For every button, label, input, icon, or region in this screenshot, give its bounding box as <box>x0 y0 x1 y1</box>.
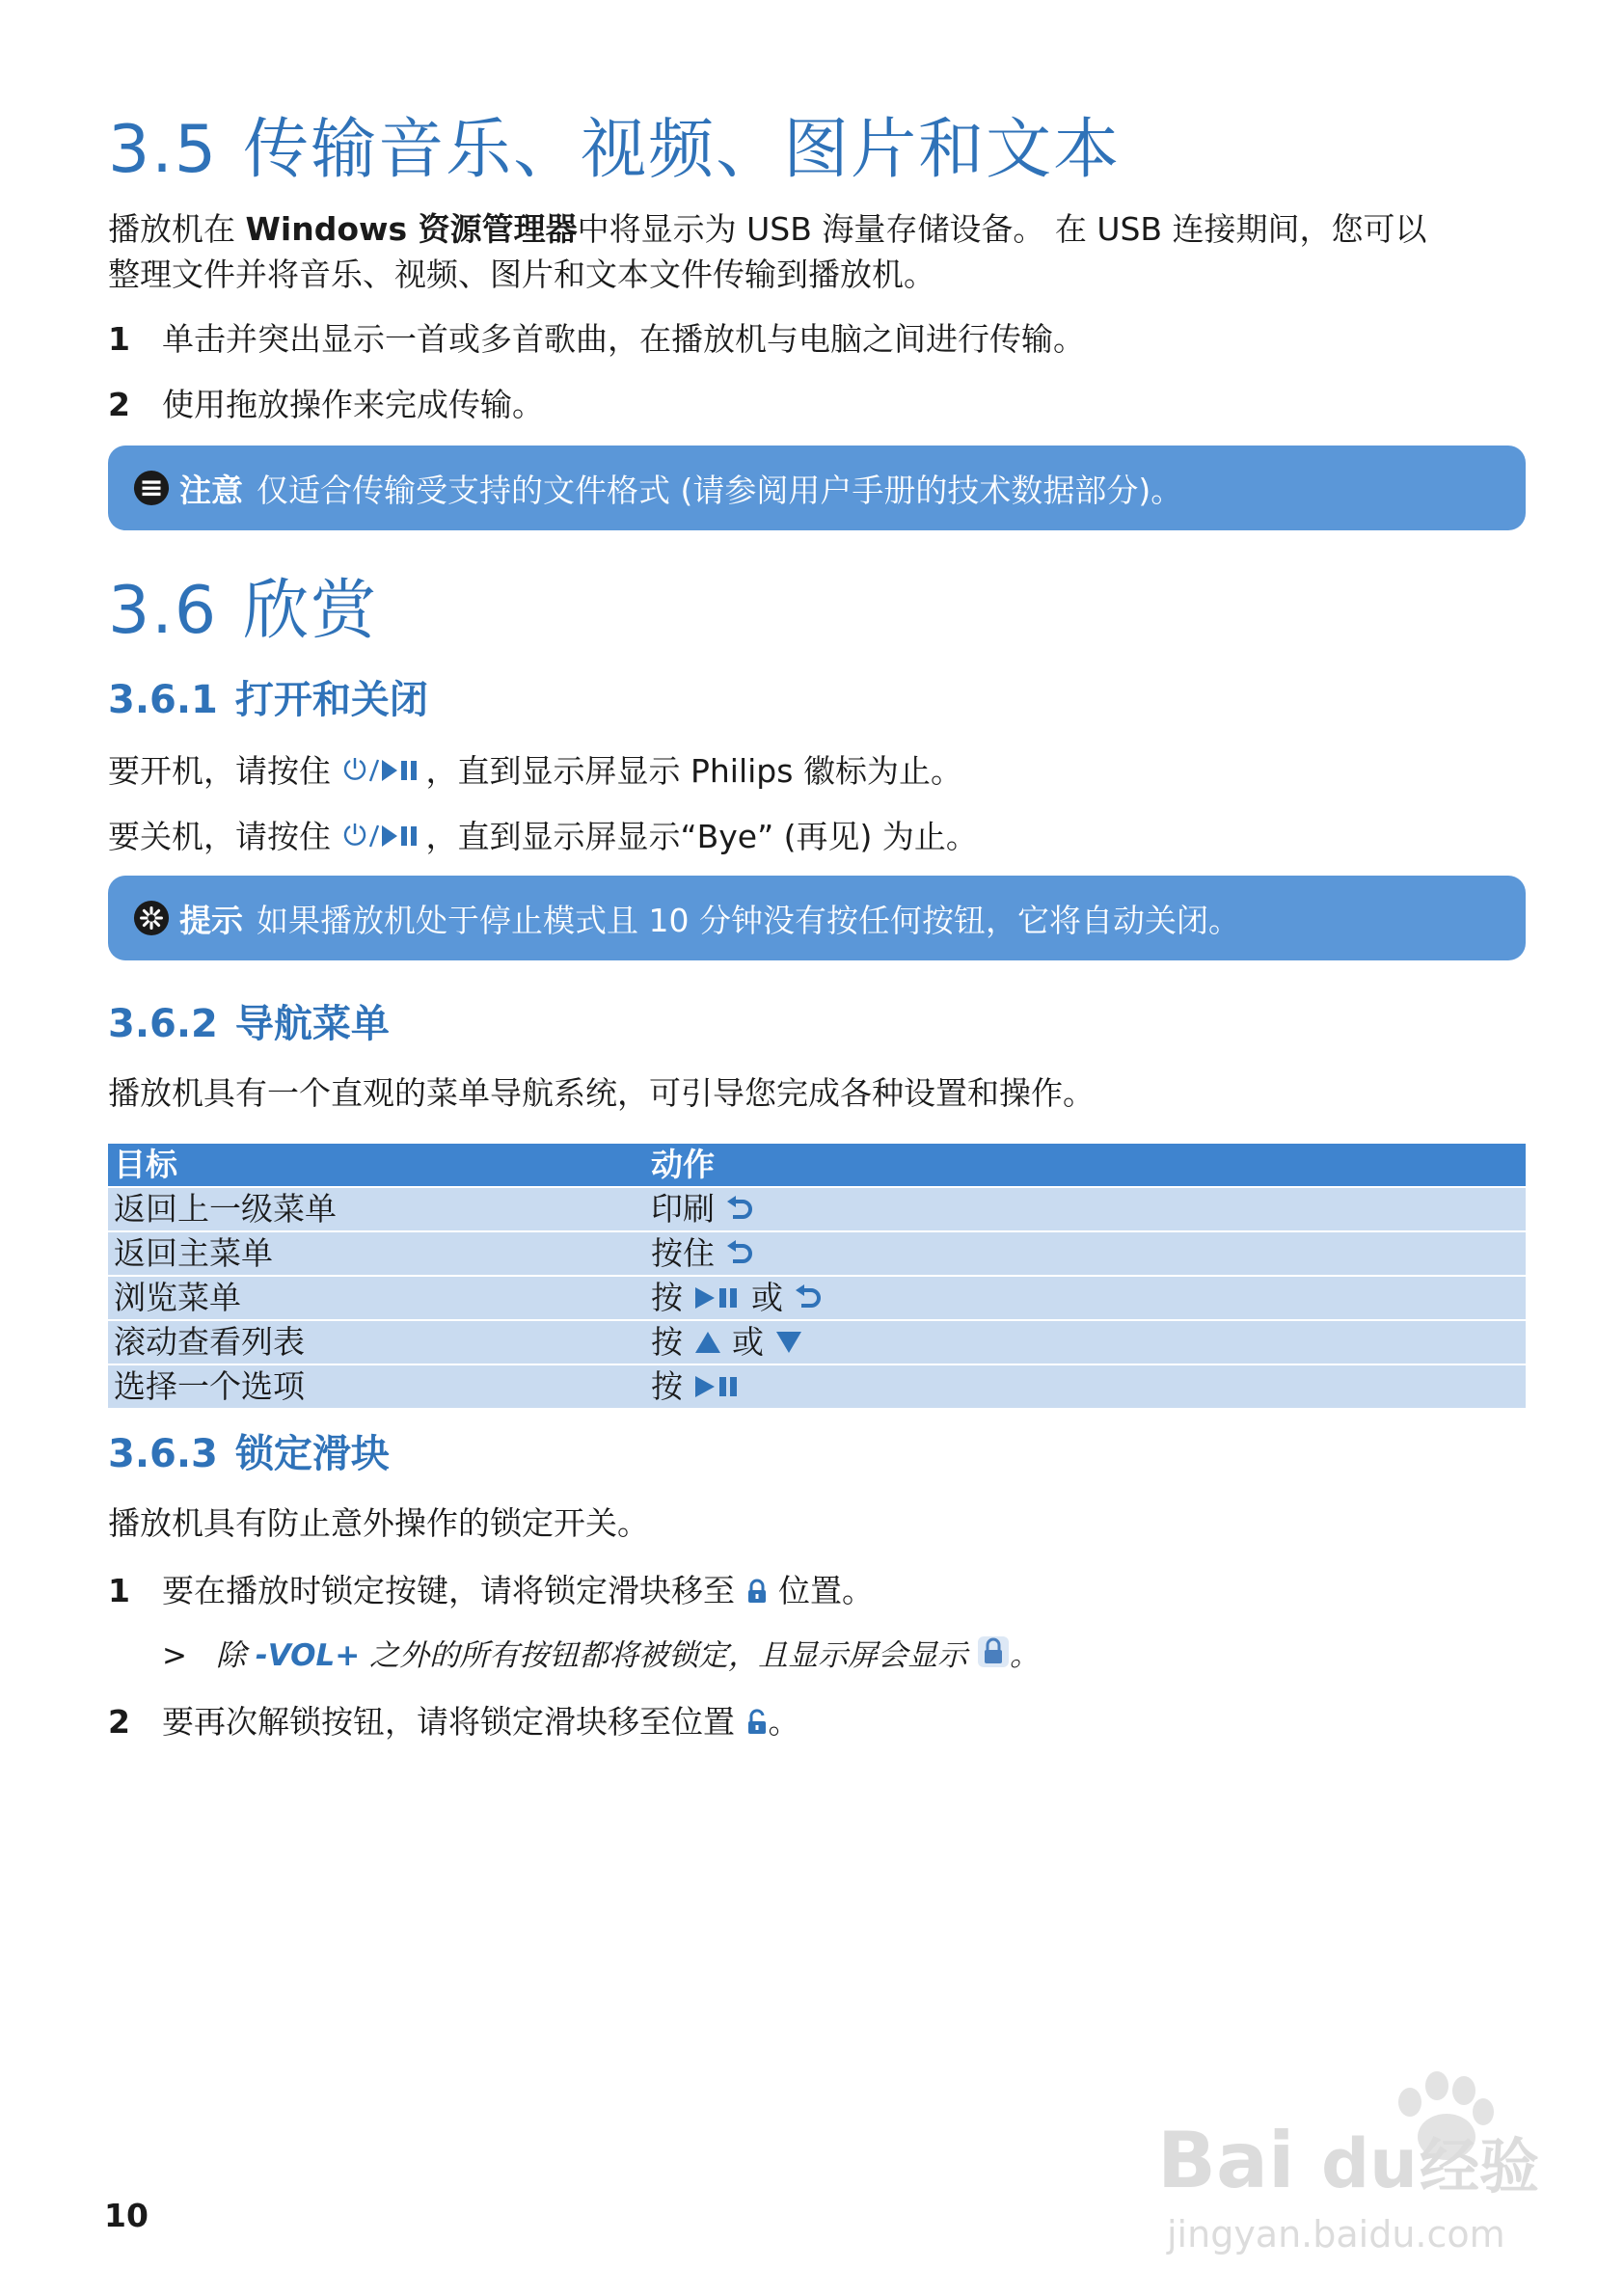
note-icon <box>133 470 170 506</box>
lock-intro: 播放机具有防止意外操作的锁定开关。 <box>108 1504 649 1542</box>
paragraph-usb-intro <box>108 206 1427 297</box>
step-number: 2 <box>108 386 130 423</box>
text: 要关机，请按住 <box>108 818 341 855</box>
up-arrow-icon <box>693 1329 722 1356</box>
back-icon <box>725 1196 754 1223</box>
action-text: 按 <box>651 1323 683 1361</box>
lock-step-1 <box>108 1568 874 1613</box>
step-text: 使用拖放操作来完成传输。 <box>162 386 544 423</box>
or-text: 或 <box>751 1279 783 1316</box>
step-2 <box>108 382 544 427</box>
navigation-table <box>108 1144 1526 1408</box>
table-row <box>108 1364 1526 1408</box>
step-text: 要在播放时锁定按键，请将锁定滑块移至 <box>162 1572 745 1609</box>
text: 中将显示为 USB 海量存储设备。 在 USB 连接期间，您可以 <box>577 210 1427 248</box>
watermark-brand2: du <box>1321 2124 1418 2203</box>
note-callout <box>108 446 1526 530</box>
section-title: 传输音乐、视频、图片和文本 <box>243 112 1122 188</box>
action-text: 印刷 <box>651 1190 715 1228</box>
section-number: 3.6 <box>108 573 219 649</box>
action-cell <box>645 1231 1526 1276</box>
power-play-pause-icon <box>341 756 426 785</box>
lock-icon <box>745 1578 769 1605</box>
section-title: 打开和关闭 <box>234 678 428 722</box>
action-cell <box>645 1187 1526 1231</box>
table-row <box>108 1187 1526 1231</box>
text: 之外的所有按钮都将被锁定，且显示屏会显示 <box>360 1638 977 1673</box>
unlock-icon <box>745 1709 769 1736</box>
text: 播放机在 <box>108 210 246 248</box>
section-3-6-heading <box>108 573 379 649</box>
step-text: 要再次解锁按钮，请将锁定滑块移至位置 <box>162 1703 745 1741</box>
text: ，直到显示屏显示 Philips 徽标为止。 <box>425 752 962 790</box>
section-number: 3.6.2 <box>108 1002 218 1046</box>
action-cell <box>645 1364 1526 1408</box>
section-number: 3.5 <box>108 112 219 188</box>
lock-step-2 <box>108 1699 800 1744</box>
section-3-6-2-heading <box>108 1002 390 1046</box>
tip-callout <box>108 876 1526 960</box>
down-arrow-icon <box>774 1329 803 1356</box>
watermark-suffix: 经验 <box>1420 2131 1540 2201</box>
result-marker: > <box>162 1638 187 1673</box>
section-title: 欣赏 <box>243 573 379 649</box>
section-3-5-heading <box>108 112 1122 188</box>
tip-icon <box>133 900 170 936</box>
goal-cell: 返回上一级菜单 <box>108 1187 645 1231</box>
navigation-intro: 播放机具有一个直观的菜单导航系统，可引导您完成各种设置和操作。 <box>108 1074 1095 1112</box>
action-text: 按住 <box>651 1234 715 1272</box>
section-title: 导航菜单 <box>234 1002 390 1046</box>
text: 。 <box>1009 1638 1040 1673</box>
action-text: 按 <box>651 1367 683 1405</box>
section-3-6-1-heading <box>108 678 428 722</box>
section-title: 锁定滑块 <box>234 1432 390 1476</box>
section-3-6-3-heading <box>108 1432 390 1476</box>
action-text: 按 <box>651 1279 683 1316</box>
step-number: 2 <box>108 1703 130 1741</box>
step-text: 位置。 <box>768 1572 874 1609</box>
table-row <box>108 1320 1526 1364</box>
play-pause-icon <box>693 1284 742 1311</box>
text: 除 <box>216 1638 256 1673</box>
goal-cell: 浏览菜单 <box>108 1276 645 1320</box>
back-icon <box>794 1284 823 1311</box>
tip-text: 如果播放机处于停止模式且 10 分钟没有按任何按钮，它将自动关闭。 <box>257 901 1240 939</box>
baidu-jingyan-watermark <box>1157 2042 1562 2264</box>
table-header-row <box>108 1144 1526 1187</box>
text: ，直到显示屏显示“Bye” (再见) 为止。 <box>425 818 978 855</box>
tip-label: 提示 <box>179 901 243 939</box>
text: 要开机，请按住 <box>108 752 341 790</box>
page-number: 10 <box>104 2197 149 2234</box>
watermark-url: jingyan.baidu.com <box>1167 2213 1505 2255</box>
column-header-action: 动作 <box>645 1144 1526 1187</box>
play-pause-icon <box>693 1373 742 1400</box>
vol-label: -VOL+ <box>255 1638 361 1673</box>
step-text: 。 <box>768 1703 800 1741</box>
bold-term: Windows 资源管理器 <box>245 210 578 248</box>
step-number: 1 <box>108 320 130 358</box>
step-1 <box>108 316 1085 362</box>
goal-cell: 返回主菜单 <box>108 1231 645 1276</box>
power-off-text <box>108 814 978 859</box>
step-text: 单击并突出显示一首或多首歌曲，在播放机与电脑之间进行传输。 <box>162 320 1085 358</box>
step-number: 1 <box>108 1572 130 1609</box>
watermark-brand: Bai <box>1157 2116 1295 2205</box>
power-on-text <box>108 748 962 794</box>
screen-lock-icon <box>977 1635 1010 1668</box>
goal-cell: 选择一个选项 <box>108 1364 645 1408</box>
goal-cell: 滚动查看列表 <box>108 1320 645 1364</box>
note-label: 注意 <box>179 471 243 509</box>
lock-result-note <box>162 1634 1040 1679</box>
action-cell <box>645 1276 1526 1320</box>
table-row <box>108 1276 1526 1320</box>
back-icon <box>725 1240 754 1267</box>
column-header-goal: 目标 <box>108 1144 645 1187</box>
section-number: 3.6.3 <box>108 1432 218 1476</box>
text: 整理文件并将音乐、视频、图片和文本文件传输到播放机。 <box>108 256 935 293</box>
section-number: 3.6.1 <box>108 678 218 722</box>
or-text: 或 <box>732 1323 764 1361</box>
action-cell <box>645 1320 1526 1364</box>
power-play-pause-icon <box>341 822 426 851</box>
table-row <box>108 1231 1526 1276</box>
note-text: 仅适合传输受支持的文件格式 (请参阅用户手册的技术数据部分)。 <box>257 471 1183 509</box>
